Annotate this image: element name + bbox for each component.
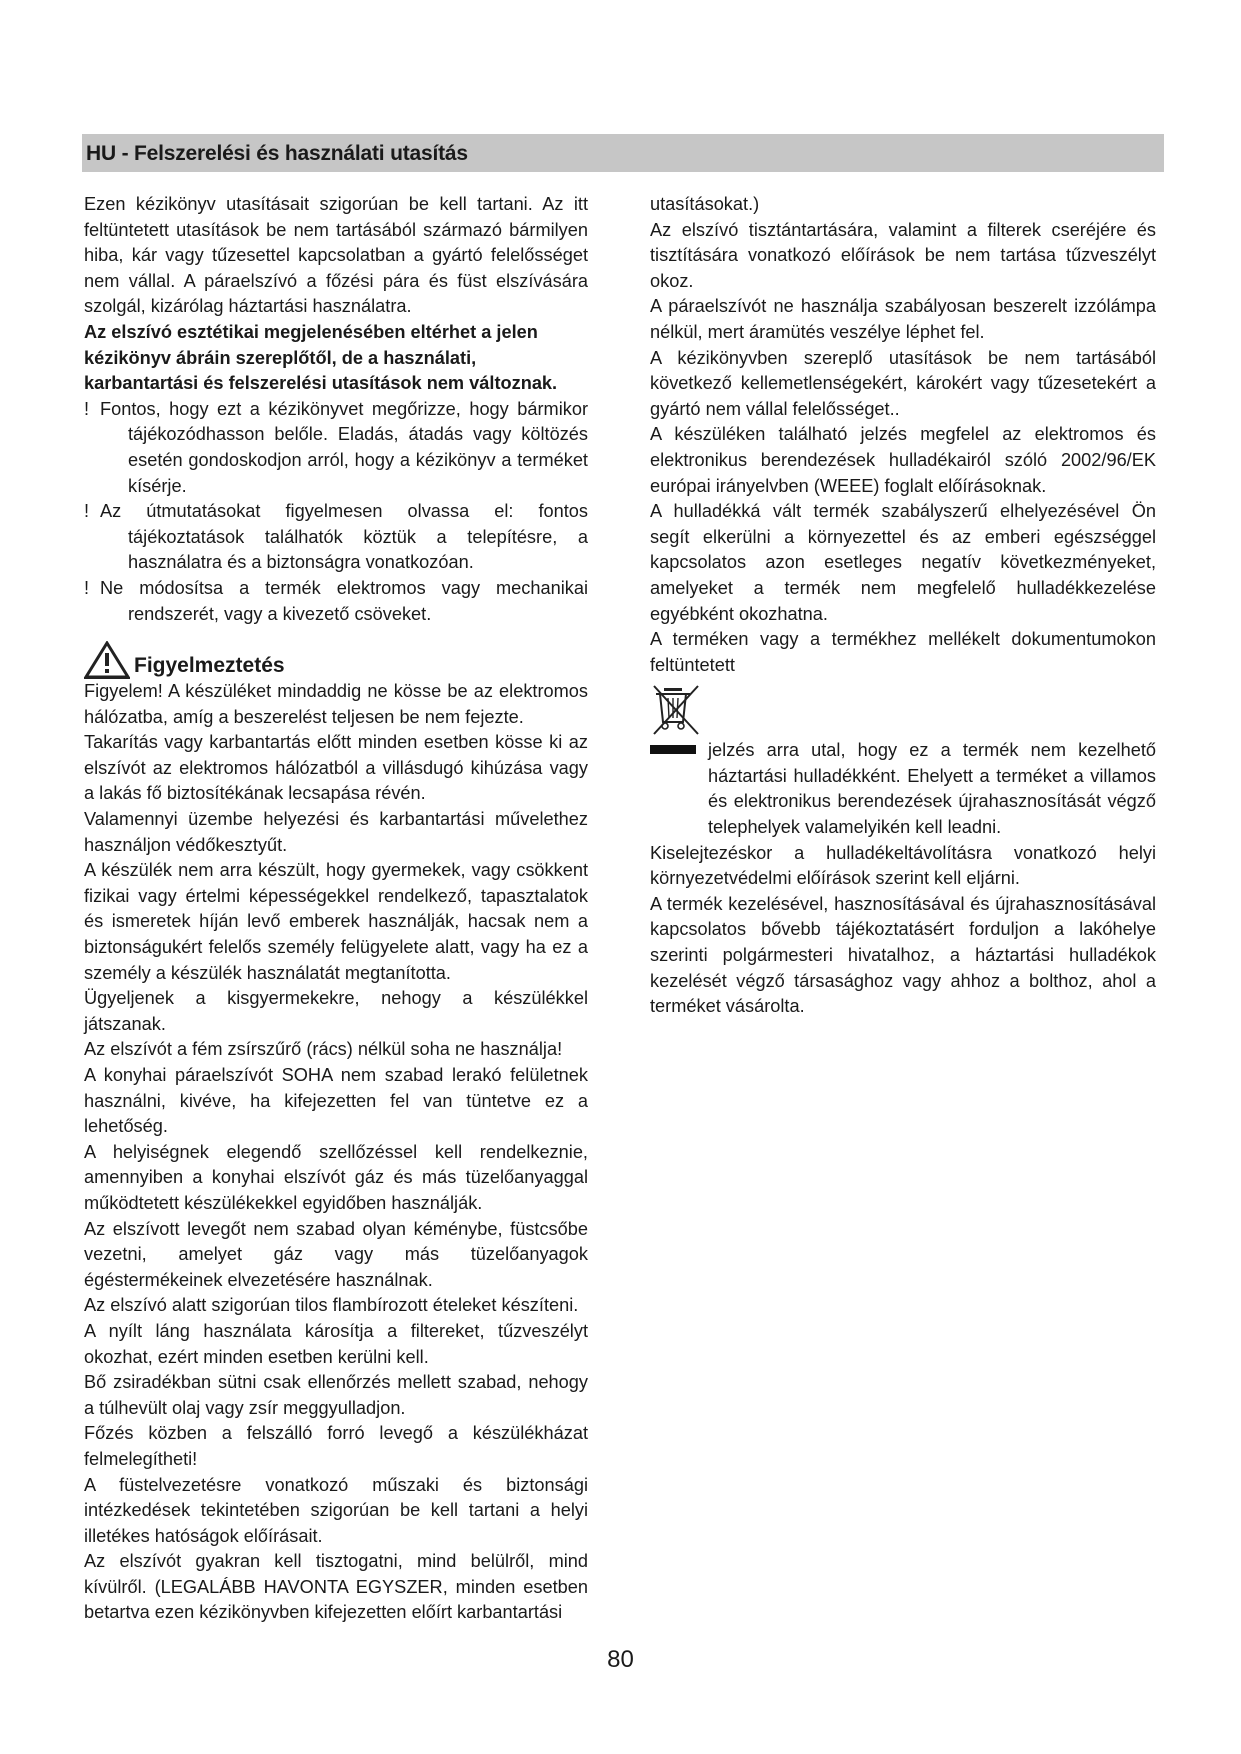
right-paragraph: A készüléken található jelzés megfelel az elektromos és elektronikus berendezések hulladékairól szóló 2002/96/EK európai irányelvben (WEEE) foglalt előírásoknak. bbox=[650, 424, 1156, 496]
exclamation-icon: ! bbox=[84, 501, 90, 522]
bold-note: Az elszívó esztétikai megjelenésében eltérhet a jelen kézikönyv ábráin szereplőtől, de a használati, karbantartási és felszerelési utasítások nem változnak. bbox=[84, 321, 558, 394]
symbol-paragraph bbox=[650, 738, 1156, 840]
warning-paragraph: A nyílt láng használata károsítja a filtereket, tűzveszélyt okozhat, ezért minden esetben kerülni kell. bbox=[84, 1320, 588, 1367]
right-paragraph: A kézikönyvben szereplő utasítások be nem tartásából következő kellemetlenségekért, károkért vagy tűzesetekért a gyártó nem vállal felelősséget.. bbox=[650, 347, 1156, 419]
right-paragraph: utasításokat.) bbox=[650, 194, 760, 214]
warning-heading bbox=[84, 639, 588, 679]
warning-paragraph: A füstelvezetésre vonatkozó műszaki és biztonsági intézkedések tekintetében szigorúan be kell tartani a helyi illetékes hatóságok előírásait. bbox=[84, 1474, 588, 1546]
warning-paragraph: Figyelem! A készüléket mindaddig ne kösse be az elektromos hálózatba, amíg a beszerelést teljesen be nem fejezte. bbox=[84, 681, 588, 727]
exclamation-icon: ! bbox=[84, 577, 90, 598]
section-header bbox=[82, 134, 1164, 172]
right-paragraph: A páraelszívót ne használja szabályosan beszerelt izzólámpa nélkül, mert áramütés veszélye léphet fel. bbox=[650, 296, 1156, 342]
warning-paragraph: Az elszívót a fém zsírszűrő (rács) nélkül soha ne használja! bbox=[84, 1039, 563, 1060]
warning-paragraph: Takarítás vagy karbantartás előtt minden esetben kösse ki az elszívót az elektromos hálózatból a villásdugó kihúzása vagy a lakás fő biztosítékának lecsapása révén. bbox=[84, 732, 588, 804]
warning-paragraph: A helyiségnek elegendő szellőzéssel kell rendelkeznie, amennyiben a konyhai elszívót gáz és más tüzelőanyaggal működtetett készülékekkel egyidőben használják. bbox=[84, 1141, 588, 1213]
warning-paragraph: Valamennyi üzembe helyezési és karbantartási művelethez használjon védőkesztyűt. bbox=[84, 809, 588, 855]
left-column bbox=[84, 192, 588, 1626]
right-paragraph: Az elszívó tisztántartására, valamint a filterek cseréjére és tisztítására vonatkozó előírások be nem tartása tűzveszélyt okoz. bbox=[650, 219, 1156, 291]
warning-paragraph: Főzés közben a felszálló forró levegő a készülékházat felmelegítheti! bbox=[84, 1423, 588, 1469]
warning-paragraph: A készülék nem arra készült, hogy gyermekek, vagy csökkent fizikai vagy értelmi képességekkel rendelkező, tapasztalatok és ismeretek híján levő emberek használják, hacsak nem a biztonságukért felelős személy felügyelete alatt, vagy ha ez a személy a készülék használatát megtanította. bbox=[84, 860, 588, 983]
right-paragraph: A terméken vagy a termékhez mellékelt dokumentumokon feltüntetett bbox=[650, 629, 1156, 675]
page-number: 80 bbox=[607, 1646, 634, 1673]
warning-paragraph: Az elszívót gyakran kell tisztogatni, mind belülről, mind kívülről. (LEGALÁBB HAVONTA EGYSZER, minden esetben betartva ezen kézikönyvben kifejezetten előírt karbantartási bbox=[84, 1551, 588, 1623]
warning-paragraph: Az elszívó alatt szigorúan tilos flambírozott ételeket készíteni. bbox=[84, 1295, 579, 1316]
exclamation-icon: ! bbox=[84, 398, 90, 419]
right-paragraph: Kiselejtezéskor a hulladékeltávolításra vonatkozó helyi környezetvédelmi előírások szerint kell eljárni. bbox=[650, 842, 1156, 889]
black-bar-symbol bbox=[650, 745, 696, 754]
warning-paragraph: A konyhai páraelszívót SOHA nem szabad lerakó felületnek használni, kivéve, ha kifejezetten fel van tüntetve ez a lehetőség. bbox=[84, 1065, 588, 1137]
crossed-out-wheelie-bin-icon bbox=[650, 682, 702, 738]
warning-paragraph: Ügyeljenek a kisgyermekekre, nehogy a készülékkel játszanak. bbox=[84, 988, 588, 1034]
bullet-text: Ne módosítsa a termék elektromos vagy mechanikai rendszerét, vagy a kivezető csöveket. bbox=[100, 577, 588, 624]
warning-paragraph: Bő zsiradékban sütni csak ellenőrzés mellett szabad, nehogy a túlhevült olaj vagy zsír meggyulladjon. bbox=[84, 1372, 588, 1418]
warning-paragraph: Az elszívott levegőt nem szabad olyan kéménybe, füstcsőbe vezetni, amelyet gáz vagy más tüzelőanyagok égéstermékeinek elvezetésére használnak. bbox=[84, 1218, 588, 1290]
bullet-item bbox=[84, 576, 588, 627]
right-paragraph: A termék kezelésével, hasznosításával és újrahasznosításával kapcsolatos bővebb tájékoztatásért forduljon a lakóhelye szerinti polgármesteri hivatalhoz, a háztartási hulladékok kezelését végző társasághoz vagy ahhoz a bolthoz, ahol a terméket vásárolta. bbox=[650, 893, 1156, 1017]
right-column bbox=[650, 192, 1156, 1020]
bullet-item bbox=[84, 397, 588, 499]
warning-title: Figyelmeztetés bbox=[134, 654, 285, 678]
bullet-text: Fontos, hogy ezt a kézikönyvet megőrizze, hogy bármikor tájékozódhasson belőle. Eladás, átadás vagy költözés esetén gondoskodjon arról, hogy a kézikönyv a terméket kísérje. bbox=[100, 398, 588, 496]
section-title: HU - Felszerelési és használati utasítás bbox=[86, 142, 468, 165]
intro-paragraph: Ezen kézikönyv utasításait szigorúan be kell tartani. Az itt feltüntetett utasítások be nem tartásából származó bármilyen hiba, kár vagy tűzesettel kapcsolatban a gyártó felelősséget nem vállal. A páraelszívó a főzési pára és füst elszívására szolgál, kizárólag háztartási használatra. bbox=[84, 194, 588, 317]
warning-triangle-icon bbox=[84, 641, 130, 679]
symbol-sentence: jelzés arra utal, hogy ez a termék nem kezelhető háztartási hulladékként. Ehelyett a terméket a villamos és elektronikus berendezések újrahasznosítását végző telephelyek valamelyikén kell leadni. bbox=[708, 740, 1156, 838]
bullet-text: Az útmutatásokat figyelmesen olvassa el: fontos tájékoztatások találhatók köztük a telepítésre, a használatra és a biztonságra vonatkozóan. bbox=[100, 501, 588, 573]
right-paragraph: A hulladékká vált termék szabályszerű elhelyezésével Ön segít elkerülni a környezettel és az emberi egészséggel kapcsolatos azon esetleges negatív következményeket, amelyeket a termék nem megfelelő hulladékkezelése egyébként okozhatna. bbox=[650, 501, 1156, 624]
bullet-item bbox=[84, 499, 588, 576]
